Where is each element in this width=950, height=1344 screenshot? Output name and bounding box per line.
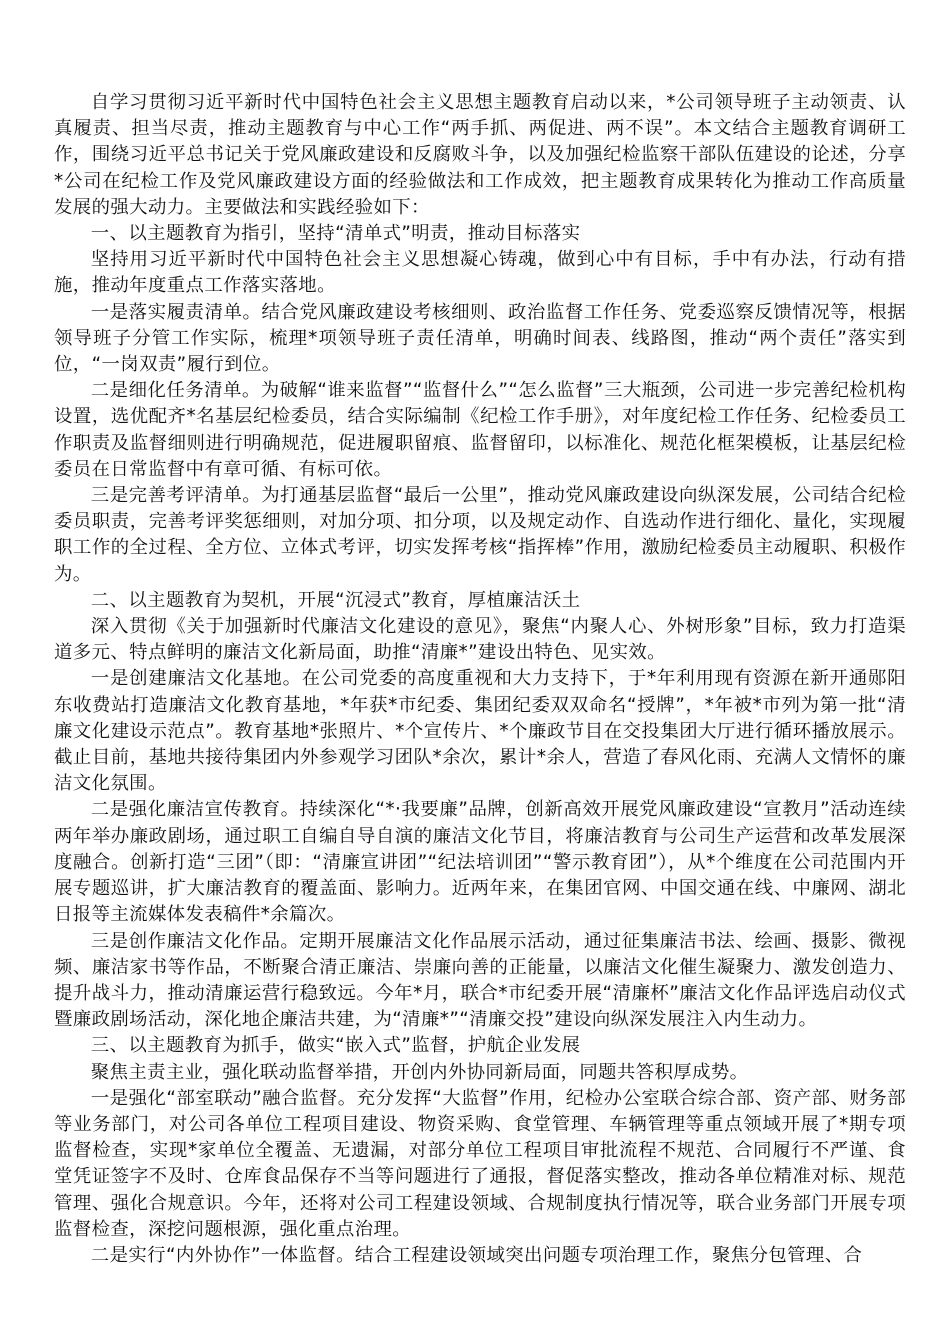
paragraph-intro: 自学习贯彻习近平新时代中国特色社会主义思想主题教育启动以来，*公司领导班子主动领责、认真履责、担当尽责，推动主题教育与中心工作“两手抓、两促进、两不误”。本文结合主题教育调研工作，围绕习近平总书记关于党风廉政建设和反腐败斗争，以及加强纪检监察干部队伍建设的论述，分享*公司在纪检工作及党风廉政建设方面的经验做法和工作成效，把主题教育成果转化为推动工作高质量发展的强大动力。主要做法和实践经验如下： (54, 92, 906, 218)
paragraph: 聚焦主责主业，强化联动监督举措，开创内外协同新局面，同题共答积厚成势。 (90, 1061, 749, 1083)
paragraph: 深入贯彻《关于加强新时代廉洁文化建设的意见》，聚焦“内聚人心、外树形象”目标，致力打造渠道多元、特点鲜明的廉洁文化新局面，助推“清廉*”建设出特色、见实效。 (54, 616, 906, 664)
section-heading-1: 一、以主题教育为指引，坚持“清单式”明责，推动目标落实 (90, 223, 581, 245)
paragraph: 一是落实履责清单。结合党风廉政建设考核细则、政治监督工作任务、党委巡察反馈情况等，根据领导班子分管工作实际，梳理*项领导班子责任清单，明确时间表、线路图，推动“两个责任”落实到位，“一岗双责”履行到位。 (54, 301, 906, 376)
paragraph: 坚持用习近平新时代中国特色社会主义思想凝心铸魂，做到心中有目标，手中有办法，行动有措施，推动年度重点工作落实落地。 (54, 249, 906, 297)
paragraph: 三是创作廉洁文化作品。定期开展廉洁文化作品展示活动，通过征集廉洁书法、绘画、摄影、微视频、廉洁家书等作品，不断聚合清正廉洁、崇廉向善的正能量，以廉洁文化催生凝聚力、激发创造力、提升战斗力，推动清廉运营行稳致远。今年*月，联合*市纪委开展“清廉杯”廉洁文化作品评选启动仪式暨廉政剧场活动，深化地企廉洁共建，为“清廉*”“清廉交投”建设向纵深发展注入内生动力。 (54, 930, 906, 1031)
paragraph: 一是强化“部室联动”融合监督。充分发挥“大监督”作用，纪检办公室联合综合部、资产部、财务部等业务部门，对公司各单位工程项目建设、物资采购、食堂管理、车辆管理等重点领域开展了*期专项监督检查，实现*家单位全覆盖、无遗漏，对部分单位工程项目审批流程不规范、合同履行不严谨、食堂凭证签字不及时、仓库食品保存不当等问题进行了通报，督促落实整改，推动各单位精准对标、规范管理、强化合规意识。今年，还将对公司工程建设领域、合规制度执行情况等，联合业务部门开展专项监督检查，深挖问题根源，强化重点治理。 (54, 1087, 906, 1240)
paragraph: 一是创建廉洁文化基地。在公司党委的高度重视和大力支持下，于*年利用现有资源在新开通郧阳东收费站打造廉洁文化教育基地，*年获*市纪委、集团纪委双双命名“授牌”，*年被*市列为第一批“清廉文化建设示范点”。教育基地*张照片、*个宣传片、*个廉政节目在交投集团大厅进行循环播放展示。截止目前，基地共接待集团内外参观学习团队*余次，累计*余人，营造了春风化雨、充满人文情怀的廉洁文化氛围。 (54, 668, 906, 795)
paragraph-truncated: 二是实行“内外协作”一体监督。结合工程建设领域突出问题专项治理工作，聚焦分包管理、合 (90, 1244, 863, 1266)
section-heading-2: 二、以主题教育为契机，开展“沉浸式”教育，厚植廉洁沃土 (90, 589, 581, 611)
document-body (54, 90, 906, 1269)
paragraph: 三是完善考评清单。为打通基层监督“最后一公里”，推动党风廉政建设向纵深发展，公司结合纪检委员职责，完善考评奖惩细则，对加分项、扣分项，以及规定动作、自选动作进行细化、量化，实现履职工作的全过程、全方位、立体式考评，切实发挥考核“指挥棒”作用，激励纪检委员主动履职、积极作为。 (54, 485, 906, 585)
section-heading-3: 三、以主题教育为抓手，做实“嵌入式”监督，护航企业发展 (90, 1035, 581, 1057)
paragraph: 二是细化任务清单。为破解“谁来监督”“监督什么”“怎么监督”三大瓶颈，公司进一步完善纪检机构设置，选优配齐*名基层纪检委员，结合实际编制《纪检工作手册》，对年度纪检工作任务、纪检委员工作职责及监督细则进行明确规范，促进履职留痕、监督留印，以标准化、规范化框架模板，让基层纪检委员在日常监督中有章可循、有标可依。 (54, 380, 906, 480)
paragraph: 二是强化廉洁宣传教育。持续深化“*·我要廉”品牌，创新高效开展党风廉政建设“宣教月”活动连续两年举办廉政剧场，通过职工自编自导自演的廉洁文化节目，将廉洁教育与公司生产运营和改革发展深度融合。创新打造“三团”（即：“清廉宣讲团”“纪法培训团”“警示教育团”），从*个维度在公司范围内开展专题巡讲，扩大廉洁教育的覆盖面、影响力。近两年来，在集团官网、中国交通在线、中廉网、湖北日报等主流媒体发表稿件*余篇次。 (54, 799, 906, 926)
